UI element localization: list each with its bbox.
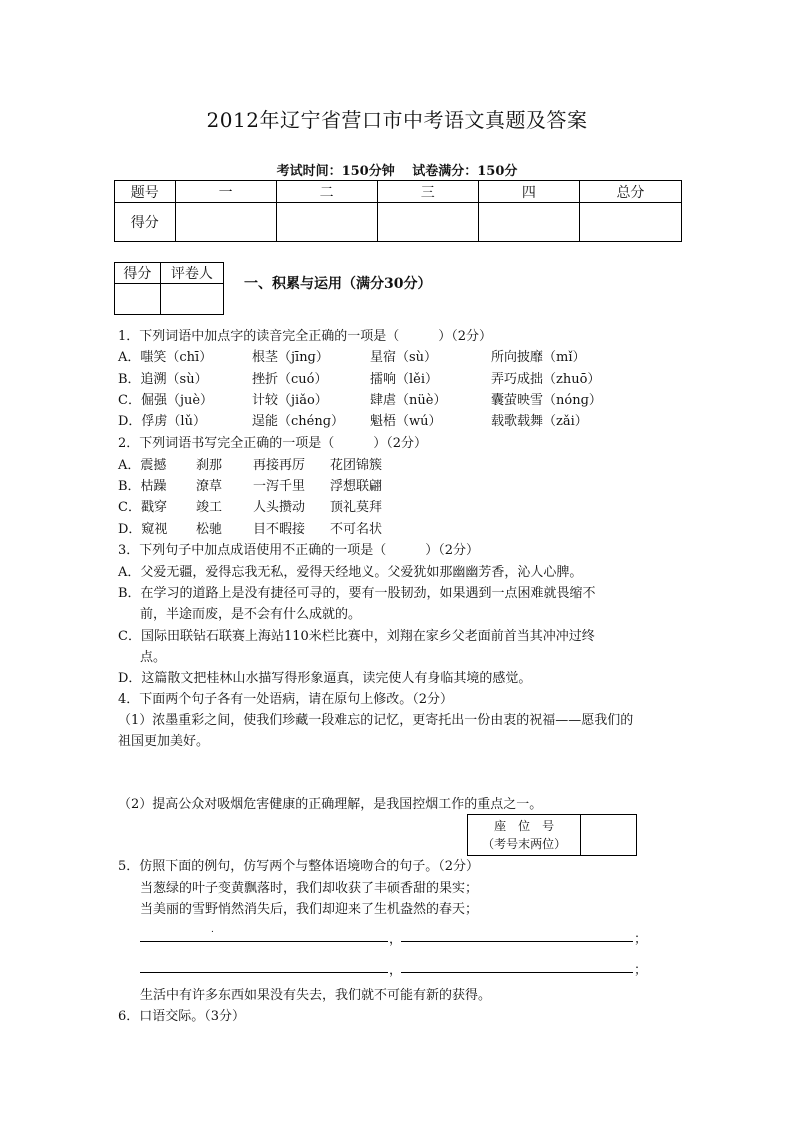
q2-option-a-2: 刹那 (196, 458, 223, 473)
score-header-3: 三 (377, 181, 478, 203)
seat-number-input[interactable] (581, 815, 637, 856)
section-1-title: 一、积累与运用（满分30分） (244, 276, 432, 292)
q1-option-d: D．俘虏（lǔ） (118, 414, 206, 429)
q2-option-b-2: 潦草 (196, 479, 223, 494)
q4-stem: 4．下面两个句子各有一处语病，请在原句上修改。（2分） (118, 692, 454, 707)
q1-option-c-3: 肆虐（nüè） (370, 393, 447, 408)
q5-dot-mark: . (211, 925, 214, 935)
q2-option-d-4: 不可名状 (330, 522, 383, 537)
page-title: 2012年辽宁省营口市中考语文真题及答案 (206, 108, 588, 132)
q3-option-a: A．父爱无疆，爱得忘我无私，爱得天经地义。父爱犹如那幽幽芳香，沁人心脾。 (118, 565, 583, 580)
q5-comma-2: ， (389, 963, 403, 978)
q5-comma-1: ， (389, 932, 403, 947)
q1-option-b-3: 擂响（lěi） (370, 372, 439, 387)
q1-option-c-2: 计较（jiǎo） (252, 393, 328, 408)
q3-option-d: D．这篇散文把桂林山水描写得形象逼真，读完使人有身临其境的感觉。 (118, 671, 532, 686)
q1-option-b-2: 挫折（cuó） (252, 372, 328, 387)
q4-sentence-1: （1）浓墨重彩之间，使我们珍藏一段难忘的记忆，更寄托出一份由衷的祝福——愿我们的 (118, 713, 634, 728)
q2-option-c: C．戳穿 (118, 500, 167, 515)
q5-blank-1a[interactable] (140, 941, 388, 942)
q2-option-b-3: 一泻千里 (253, 479, 306, 494)
q5-stem: 5．仿照下面的例句，仿写两个与整体语境吻合的句子。（2分） (118, 859, 480, 874)
q5-blank-2b[interactable] (401, 972, 633, 973)
q3-option-c-cont: 点。 (140, 650, 167, 665)
q1-option-d-3: 魁梧（wú） (370, 414, 442, 429)
q5-semicolon-2: ； (634, 963, 648, 978)
q1-option-a-3: 星宿（sù） (370, 350, 438, 365)
q2-option-c-3: 人头攒动 (253, 500, 306, 515)
grader-name-cell[interactable] (160, 284, 223, 315)
q2-option-a-3: 再接再厉 (253, 458, 306, 473)
q2-option-a-4: 花团锦簇 (330, 458, 383, 473)
q5-closing: 生活中有许多东西如果没有失去，我们就不可能有新的获得。 (140, 988, 492, 1003)
q5-example-2: 当美丽的雪野悄然消失后，我们却迎来了生机盎然的春天； (140, 902, 479, 917)
score-header-total: 总分 (579, 181, 681, 203)
grader-score-cell[interactable] (115, 284, 161, 315)
seat-number-box (467, 814, 637, 856)
score-header-number: 题号 (115, 181, 176, 203)
q6-stem: 6．口语交际。（3分） (118, 1009, 246, 1024)
score-cell-3[interactable] (377, 203, 478, 242)
q3-option-b: B．在学习的道路上是没有捷径可寻的，要有一股韧劲，如果遇到一点困难就畏缩不 (118, 586, 596, 601)
q1-option-d-2: 逞能（chénɡ） (252, 414, 345, 429)
q1-option-b-4: 弄巧成拙（zhuō） (491, 372, 601, 387)
score-cell-4[interactable] (478, 203, 579, 242)
grader-name-label: 评卷人 (160, 263, 223, 284)
q2-stem: 2．下列词语书写完全正确的一项是（ ）（2分） (118, 436, 428, 451)
q2-option-b: B．枯躁 (118, 479, 167, 494)
q2-option-d-3: 目不暇接 (253, 522, 306, 537)
q2-option-b-4: 浮想联翩 (330, 479, 383, 494)
q2-option-c-2: 竣工 (196, 500, 223, 515)
q1-option-b: B．追溯（sù） (118, 372, 208, 387)
exam-info: 考试时间：150分钟 试卷满分：150分 (276, 164, 518, 179)
q1-option-a: A．嗤笑（chī） (118, 350, 213, 365)
score-table (114, 180, 682, 242)
q3-option-b-cont: 前，半途而废，是不会有什么成就的。 (140, 607, 362, 622)
grader-table (114, 262, 224, 315)
q5-blank-1b[interactable] (401, 941, 633, 942)
seat-number-note: （考号末两位） (482, 837, 567, 851)
score-cell-total[interactable] (579, 203, 681, 242)
q2-option-a: A．震撼 (118, 458, 167, 473)
q1-option-c-4: 囊萤映雪（nónɡ） (491, 393, 602, 408)
q1-option-a-4: 所向披靡（mǐ） (491, 350, 586, 365)
q5-blank-2a[interactable] (140, 972, 388, 973)
seat-number-label: 座 位 号 (494, 819, 555, 833)
q1-stem: 1．下列词语中加点字的读音完全正确的一项是（ ）（2分） (118, 329, 493, 344)
q2-option-d: D．窥视 (118, 522, 168, 537)
score-header-1: 一 (175, 181, 276, 203)
score-cell-1[interactable] (175, 203, 276, 242)
seat-number-label-cell (468, 815, 581, 856)
q1-option-c: C．倔强（juè） (118, 393, 214, 408)
q1-option-d-4: 载歌载舞（zǎi） (491, 414, 588, 429)
q4-sentence-2: （2）提高公众对吸烟危害健康的正确理解，是我国控烟工作的重点之一。 (118, 797, 543, 812)
score-cell-2[interactable] (276, 203, 377, 242)
score-header-4: 四 (478, 181, 579, 203)
q1-option-a-2: 根茎（jīnɡ） (252, 350, 329, 365)
q2-option-c-4: 顶礼莫拜 (330, 500, 383, 515)
q5-example-1: 当葱绿的叶子变黄飘落时，我们却收获了丰硕香甜的果实； (140, 881, 479, 896)
q5-semicolon-1: ； (634, 932, 648, 947)
q2-option-d-2: 松驰 (196, 522, 223, 537)
score-header-2: 二 (276, 181, 377, 203)
q3-option-c: C．国际田联钻石联赛上海站110米栏比赛中，刘翔在家乡父老面前首当其冲冲过终 (118, 629, 595, 644)
score-row-label: 得分 (115, 203, 176, 242)
q3-stem: 3．下列句子中加点成语使用不正确的一项是（ ）（2分） (118, 543, 480, 558)
q4-sentence-1-cont: 祖国更加美好。 (118, 734, 210, 749)
grader-score-label: 得分 (115, 263, 161, 284)
